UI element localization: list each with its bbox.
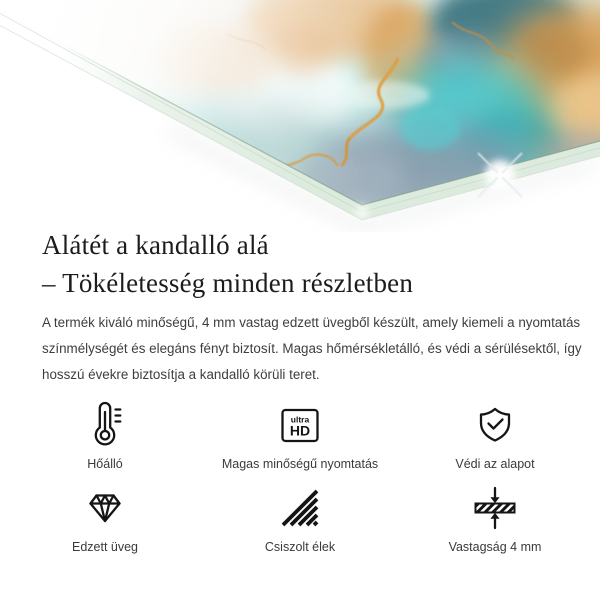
thermometer-icon [80, 400, 130, 450]
feature-polished-edges [170, 483, 430, 556]
svg-text:ultra: ultra [290, 414, 310, 425]
title-line-2: – Tökéletesség minden részletben [42, 268, 414, 298]
product-description: A termék kiváló minőségű, 4 mm vastag edzett üvegből készült, amely kiemeli a nyomtatás színmélységét és elegáns fényt biztosít. Magas hőmérsékletálló, és védi a sérülésektől, így hosszú évekre biztosítja a kandalló körüli teret. [42, 315, 582, 382]
feature-tempered-glass [40, 483, 170, 556]
diamond-icon [80, 483, 130, 533]
glass-panel-illustration [0, 0, 600, 232]
feature-label: Csiszolt élek [264, 540, 336, 554]
feature-heat-resistant [40, 400, 170, 473]
polished-edges-icon [275, 483, 325, 533]
page-title [42, 226, 413, 302]
feature-label: Vastagság 4 mm [448, 540, 542, 554]
svg-text:HD: HD [289, 422, 311, 439]
feature-protects-base [430, 400, 560, 473]
thickness-icon [470, 483, 520, 533]
features-grid [40, 400, 560, 556]
title-line-1: Alátét a kandalló alá [42, 230, 269, 260]
feature-thickness [430, 483, 560, 556]
feature-label: Védi az alapot [455, 457, 535, 471]
shield-check-icon [470, 400, 520, 450]
product-image [0, 0, 600, 232]
feature-label: Edzett üveg [71, 540, 138, 554]
feature-label: Hőálló [87, 457, 123, 471]
ultra-hd-icon [275, 400, 325, 450]
feature-print-quality [170, 400, 430, 473]
feature-label: Magas minőségű nyomtatás [221, 457, 379, 471]
